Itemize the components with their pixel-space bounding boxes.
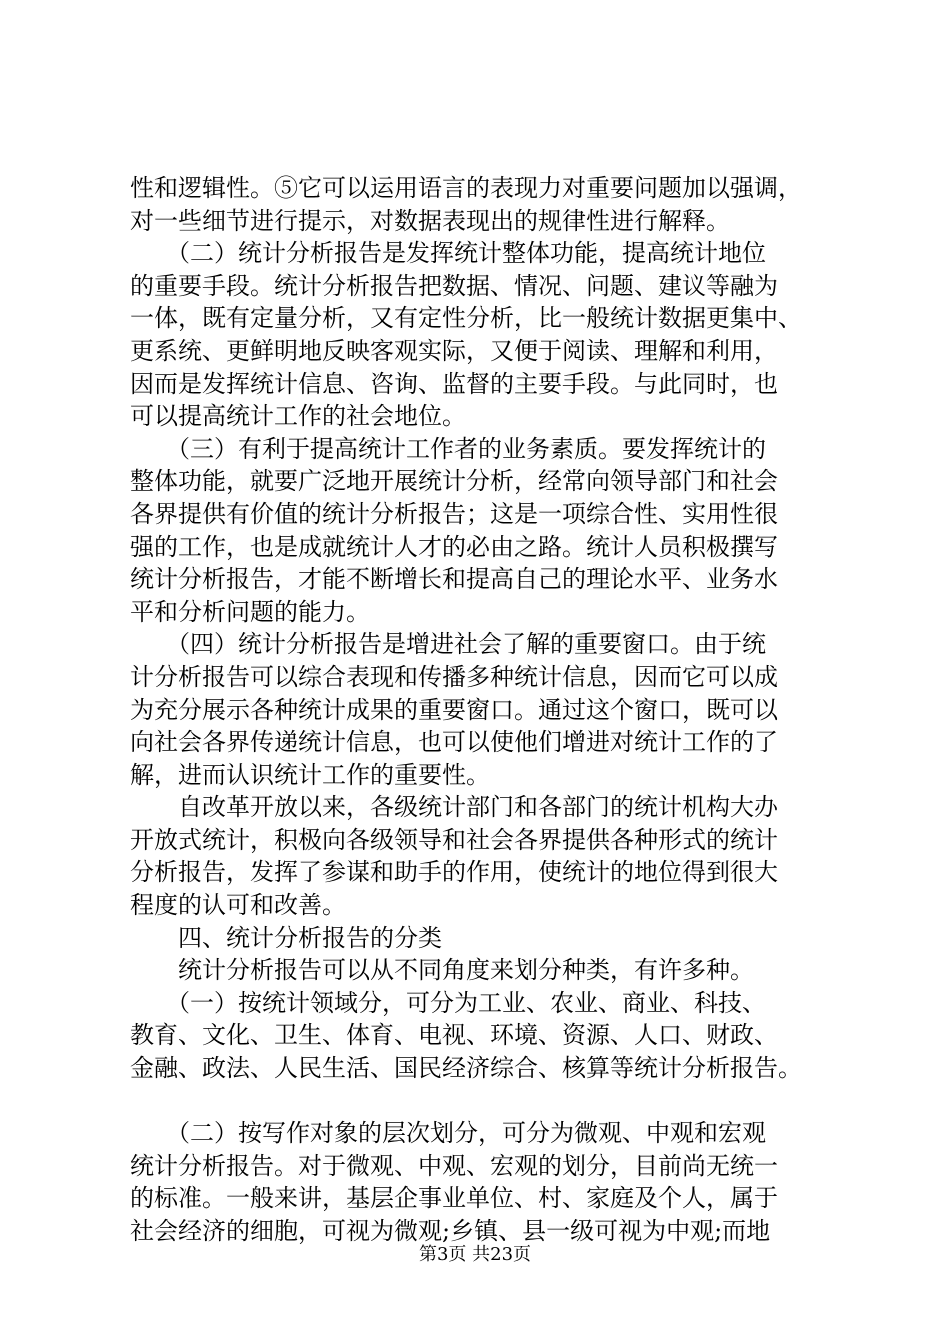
text-line: 自改革开放以来，各级统计部门和各部门的统计机构大办 bbox=[130, 793, 778, 822]
blank-line bbox=[130, 1085, 842, 1118]
text-line: 统计分析报告可以从不同角度来划分种类，有许多种。 bbox=[130, 956, 754, 985]
text-line: 因而是发挥统计信息、咨询、监督的主要手段。与此同时，也 bbox=[130, 369, 778, 398]
section-heading: 四、统计分析报告的分类 bbox=[130, 923, 442, 952]
text-line: 可以提高统计工作的社会地位。 bbox=[130, 402, 466, 431]
text-line: 解，进而认识统计工作的重要性。 bbox=[130, 760, 490, 789]
text-line: 性和逻辑性。⑤它可以运用语言的表现力对重要问题加以强调， bbox=[130, 174, 802, 202]
page-footer: 第3页 共23页 bbox=[418, 1244, 532, 1265]
text-line: 统计分析报告，才能不断增长和提高自己的理论水平、业务水 bbox=[130, 565, 778, 594]
text-line: （三）有利于提高统计工作者的业务素质。要发挥统计的 bbox=[130, 434, 766, 463]
text-line: 更系统、更鲜明地反映客观实际，又便于阅读、理解和利用， bbox=[130, 336, 778, 365]
text-line: 社会经济的细胞，可视为微观;乡镇、县一级可视为中观;而地 bbox=[130, 1217, 771, 1245]
text-line: 程度的认可和改善。 bbox=[130, 891, 346, 920]
text-line: 的重要手段。统计分析报告把数据、情况、问题、建议等融为 bbox=[130, 271, 778, 300]
text-line: 平和分析问题的能力。 bbox=[130, 597, 370, 626]
text-line: （四）统计分析报告是增进社会了解的重要窗口。由于统 bbox=[130, 630, 766, 659]
text-line: （二）统计分析报告是发挥统计整体功能，提高统计地位 bbox=[130, 239, 766, 268]
text-line: 强的工作，也是成就统计人才的必由之路。统计人员积极撰写 bbox=[130, 532, 778, 561]
text-line: 的标准。一般来讲，基层企事业单位、村、家庭及个人，属于 bbox=[130, 1184, 778, 1213]
text-line: 开放式统计，积极向各级领导和社会各界提供各种形式的统计 bbox=[130, 825, 778, 854]
text-line: （一）按统计领域分，可分为工业、农业、商业、科技、 bbox=[130, 988, 766, 1017]
text-line: 计分析报告可以综合表现和传播多种统计信息，因而它可以成 bbox=[130, 662, 778, 691]
text-line: 对一些细节进行提示，对数据表现出的规律性进行解释。 bbox=[130, 206, 730, 235]
text-line: 金融、政法、人民生活、国民经济综合、核算等统计分析报告。 bbox=[130, 1054, 802, 1083]
text-line: 整体功能，就要广泛地开展统计分析，经常向领导部门和社会 bbox=[130, 467, 778, 496]
text-line: 为充分展示各种统计成果的重要窗口。通过这个窗口，既可以 bbox=[130, 695, 778, 724]
body-text bbox=[130, 172, 842, 1248]
text-line: 向社会各界传递统计信息，也可以使他们增进对统计工作的了 bbox=[130, 728, 778, 757]
text-line: 一体，既有定量分析，又有定性分析，比一般统计数据更集中、 bbox=[130, 304, 802, 333]
text-line: 各界提供有价值的统计分析报告；这是一项综合性、实用性很 bbox=[130, 499, 778, 528]
text-line: 教育、文化、卫生、体育、电视、环境、资源、人口、财政、 bbox=[130, 1021, 778, 1050]
text-line: 统计分析报告。对于微观、中观、宏观的划分，目前尚无统一 bbox=[130, 1151, 778, 1180]
text-line: （二）按写作对象的层次划分，可分为微观、中观和宏观 bbox=[130, 1119, 766, 1148]
text-line: 分析报告，发挥了参谋和助手的作用，使统计的地位得到很大 bbox=[130, 858, 778, 887]
